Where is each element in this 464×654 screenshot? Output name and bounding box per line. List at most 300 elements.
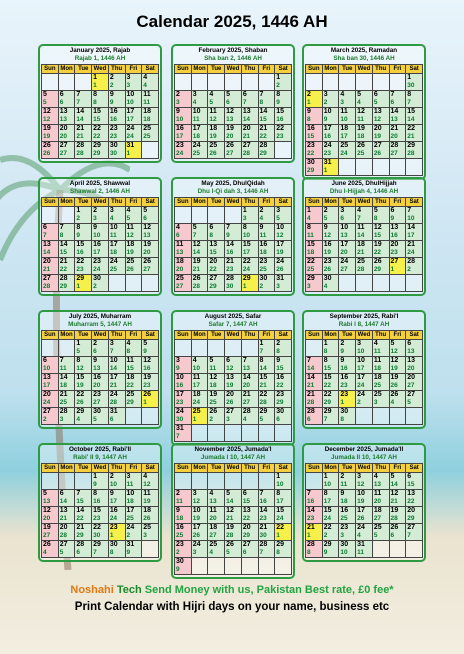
gregorian-day: 11: [176, 241, 184, 248]
day-cell: [125, 357, 142, 374]
empty-cell: [58, 74, 75, 91]
day-cell: [258, 207, 275, 224]
day-cell: [406, 374, 423, 391]
gregorian-day: 17: [192, 524, 201, 531]
hijri-day: 26: [276, 265, 284, 273]
day-cell: [92, 74, 109, 91]
hijri-day: 22: [209, 265, 217, 273]
month-table: [305, 330, 423, 425]
empty-cell: [241, 558, 258, 575]
hijri-day: 7: [357, 214, 361, 222]
gregorian-day: 2: [93, 340, 98, 347]
day-cell: [42, 275, 59, 292]
gregorian-day: 30: [323, 275, 332, 282]
gregorian-day: 7: [390, 91, 395, 98]
gregorian-day: 17: [357, 374, 365, 381]
gregorian-day: 26: [373, 258, 382, 265]
day-cell: [225, 391, 242, 408]
day-cell: [339, 108, 356, 125]
gregorian-day: 7: [307, 357, 311, 364]
gregorian-day: 2: [276, 340, 281, 347]
day-cell: [142, 125, 159, 142]
gregorian-day: 23: [259, 258, 268, 265]
gregorian-day: 19: [373, 241, 382, 248]
hijri-day: 2: [209, 415, 214, 423]
day-cell: [406, 473, 423, 490]
hijri-day: 16: [109, 115, 118, 123]
gregorian-day: 18: [373, 374, 382, 381]
hijri-day: 24: [407, 248, 415, 256]
gregorian-day: 24: [357, 391, 365, 398]
day-cell: [306, 524, 323, 541]
hijri-day: 1: [340, 398, 345, 406]
day-cell: [191, 490, 208, 507]
hijri-day: 22: [259, 132, 267, 140]
hijri-day: 11: [109, 231, 117, 239]
hijri-day: 15: [76, 497, 84, 505]
day-cell: [372, 207, 389, 224]
day-cell: [339, 507, 356, 524]
day-cell: [191, 408, 208, 425]
gregorian-day: 4: [192, 357, 197, 364]
gregorian-day: 2: [93, 207, 98, 214]
gregorian-day: 7: [59, 224, 64, 231]
day-cell: [306, 241, 323, 258]
gregorian-day: 9: [340, 490, 345, 497]
gregorian-day: 28: [407, 258, 416, 265]
gregorian-day: 1: [276, 473, 281, 480]
gregorian-day: 4: [340, 91, 345, 98]
gregorian-day: 12: [143, 357, 152, 364]
hijri-day: 4: [242, 415, 247, 423]
day-header: Sat: [406, 65, 423, 74]
day-header: Mon: [322, 198, 339, 207]
day-cell: [208, 524, 225, 541]
gregorian-day: 24: [357, 524, 365, 531]
hijri-day: 21: [59, 514, 67, 522]
hijri-day: 9: [226, 231, 230, 239]
empty-cell: [142, 541, 159, 558]
hijri-day: 20: [242, 381, 251, 389]
gregorian-day: 24: [126, 524, 135, 531]
day-cell: [92, 357, 109, 374]
month-title: June 2025, DhulHijjah: [331, 180, 397, 187]
day-cell: [241, 408, 258, 425]
hijri-day: 27: [209, 531, 217, 539]
hijri-day: 23: [76, 265, 84, 273]
empty-cell: [175, 207, 192, 224]
hijri-day: 29: [259, 149, 267, 157]
day-cell: [356, 142, 373, 159]
hijri-day: 5: [323, 214, 328, 222]
hijri-day: 28: [192, 282, 200, 290]
empty-cell: [241, 74, 258, 91]
empty-cell: [406, 159, 423, 176]
hijri-day: 13: [43, 497, 51, 505]
day-cell: [389, 524, 406, 541]
month-hijri-subtitle: Jumada I 10, 1447 AH: [200, 454, 266, 461]
month-hijri-subtitle: Sha ban 30, 1446 AH: [333, 55, 395, 62]
month-header: [40, 179, 160, 196]
day-header: Wed: [92, 198, 109, 207]
day-header: Thu: [372, 464, 389, 473]
day-header: Sat: [142, 65, 159, 74]
day-cell: [191, 241, 208, 258]
day-cell: [58, 241, 75, 258]
month-title: March 2025, Ramadan: [330, 47, 398, 54]
day-cell: [42, 541, 59, 558]
gregorian-day: 13: [226, 374, 234, 381]
hijri-day: 19: [226, 381, 234, 389]
hijri-day: 29: [93, 149, 101, 157]
day-cell: [322, 490, 339, 507]
empty-cell: [208, 74, 225, 91]
gregorian-day: 4: [176, 224, 180, 231]
gregorian-day: 16: [340, 507, 349, 514]
gregorian-day: 23: [340, 391, 349, 398]
day-cell: [92, 108, 109, 125]
empty-cell: [42, 74, 59, 91]
gregorian-day: 18: [143, 507, 152, 514]
hijri-day: 25: [143, 132, 151, 140]
gregorian-day: 9: [259, 224, 264, 231]
gregorian-day: 12: [373, 224, 382, 231]
day-cell: [92, 258, 109, 275]
hijri-day: 4: [357, 98, 361, 106]
day-cell: [225, 541, 242, 558]
gregorian-day: 22: [276, 524, 285, 531]
day-cell: [306, 159, 323, 176]
gregorian-day: 25: [209, 541, 218, 548]
hijri-day: 25: [209, 398, 217, 406]
day-cell: [58, 507, 75, 524]
hijri-day: 17: [93, 248, 101, 256]
hijri-day: 9: [76, 231, 81, 239]
day-cell: [322, 91, 339, 108]
gregorian-day: 29: [259, 408, 268, 415]
hijri-day: 22: [59, 265, 67, 273]
day-cell: [406, 340, 423, 357]
promo-text: Send Money with us, Pakistan Best rate, £0 fee*: [144, 584, 394, 596]
day-cell: [306, 391, 323, 408]
hijri-day: 28: [226, 531, 234, 539]
hijri-day: 20: [59, 132, 67, 140]
hijri-day: 22: [93, 132, 101, 140]
gregorian-day: 22: [76, 258, 85, 265]
day-cell: [208, 507, 225, 524]
day-header: Sat: [142, 331, 159, 340]
day-cell: [125, 258, 142, 275]
day-cell: [208, 258, 225, 275]
day-cell: [372, 473, 389, 490]
hijri-day: 16: [176, 381, 184, 389]
day-cell: [191, 357, 208, 374]
empty-cell: [58, 473, 75, 490]
gregorian-day: 30: [340, 541, 349, 548]
hijri-day: 5: [76, 347, 81, 355]
day-cell: [92, 224, 109, 241]
hijri-day: 21: [109, 381, 118, 389]
day-cell: [42, 125, 59, 142]
hijri-day: 24: [93, 265, 101, 273]
hijri-day: 20: [43, 514, 51, 522]
day-cell: [175, 507, 192, 524]
hijri-day: 13: [59, 115, 67, 123]
day-header: Wed: [225, 464, 242, 473]
gregorian-day: 2: [259, 207, 264, 214]
hijri-day: 29: [59, 282, 67, 290]
hijri-day: 3: [373, 398, 378, 406]
gregorian-day: 31: [276, 275, 285, 282]
hijri-day: 10: [126, 98, 134, 106]
hijri-day: 14: [259, 364, 267, 372]
day-cell: [322, 391, 339, 408]
day-cell: [142, 340, 159, 357]
gregorian-day: 17: [357, 507, 365, 514]
day-cell: [389, 507, 406, 524]
day-header: Mon: [58, 65, 75, 74]
gregorian-day: 8: [276, 490, 281, 497]
hijri-day: 9: [276, 98, 280, 106]
empty-cell: [339, 74, 356, 91]
hijri-day: 17: [109, 497, 118, 505]
gregorian-day: 1: [259, 340, 264, 347]
gregorian-day: 15: [76, 374, 85, 381]
gregorian-day: 18: [192, 391, 201, 398]
hijri-day: 1: [93, 81, 97, 89]
gregorian-day: 2: [176, 490, 180, 497]
gregorian-day: 5: [209, 357, 214, 364]
day-cell: [75, 241, 92, 258]
day-header: Fri: [258, 198, 275, 207]
day-cell: [339, 142, 356, 159]
month-hijri-subtitle: Sha ban 2, 1446 AH: [204, 55, 262, 62]
empty-cell: [208, 558, 225, 575]
gregorian-day: 10: [126, 490, 135, 497]
hijri-day: 10: [43, 364, 51, 372]
gregorian-day: 27: [242, 142, 251, 149]
day-cell: [258, 258, 275, 275]
empty-cell: [208, 473, 225, 490]
hijri-day: 2: [323, 98, 328, 106]
gregorian-day: 27: [407, 524, 416, 531]
hijri-day: 5: [373, 531, 378, 539]
hijri-day: 10: [407, 214, 415, 222]
hijri-day: 4: [259, 214, 264, 222]
day-header: Tue: [75, 198, 92, 207]
day-cell: [258, 142, 275, 159]
day-cell: [42, 108, 59, 125]
month-header: [40, 445, 160, 462]
day-cell: [75, 258, 92, 275]
gregorian-day: 12: [143, 224, 152, 231]
day-cell: [241, 490, 258, 507]
day-header: Wed: [92, 65, 109, 74]
gregorian-day: 15: [276, 108, 285, 115]
hijri-day: 5: [407, 398, 411, 406]
gregorian-day: 20: [407, 374, 416, 381]
empty-cell: [372, 541, 389, 558]
day-cell: [75, 507, 92, 524]
gregorian-day: 28: [242, 408, 251, 415]
gregorian-day: 21: [76, 524, 85, 531]
day-cell: [322, 258, 339, 275]
day-cell: [125, 91, 142, 108]
day-cell: [241, 507, 258, 524]
gregorian-day: 15: [93, 507, 101, 514]
hijri-day: 9: [323, 548, 328, 556]
day-cell: [258, 374, 275, 391]
day-cell: [191, 374, 208, 391]
day-cell: [258, 224, 275, 241]
hijri-day: 8: [276, 347, 280, 355]
day-cell: [275, 275, 292, 292]
day-cell: [241, 391, 258, 408]
day-cell: [208, 357, 225, 374]
day-cell: [208, 224, 225, 241]
hijri-day: 4: [390, 398, 395, 406]
gregorian-day: 7: [259, 91, 264, 98]
day-cell: [372, 91, 389, 108]
hijri-day: 12: [357, 480, 365, 488]
gregorian-day: 14: [242, 374, 251, 381]
hijri-day: 7: [407, 98, 411, 106]
hijri-day: 26: [76, 398, 84, 406]
hijri-day: 12: [43, 115, 51, 123]
gregorian-day: 3: [357, 473, 362, 480]
empty-cell: [372, 74, 389, 91]
day-header: Sat: [275, 331, 292, 340]
hijri-day: 23: [226, 265, 234, 273]
empty-cell: [142, 408, 159, 425]
hijri-day: 3: [93, 214, 97, 222]
hijri-day: 2: [323, 531, 328, 539]
gregorian-day: 5: [43, 490, 47, 497]
day-cell: [389, 258, 406, 275]
gregorian-day: 21: [226, 258, 234, 265]
hijri-day: 18: [126, 497, 134, 505]
hijri-day: 12: [390, 347, 398, 355]
hijri-day: 12: [126, 231, 134, 239]
gregorian-day: 15: [307, 241, 315, 248]
empty-cell: [372, 408, 389, 425]
day-cell: [339, 490, 356, 507]
hijri-day: 7: [407, 531, 411, 539]
hijri-day: 2: [93, 282, 97, 290]
hijri-day: 11: [126, 480, 134, 488]
day-cell: [258, 91, 275, 108]
gregorian-day: 30: [176, 558, 184, 565]
empty-cell: [208, 425, 225, 442]
hijri-day: 25: [307, 265, 315, 273]
gregorian-day: 3: [126, 473, 131, 480]
hijri-day: 22: [323, 381, 331, 389]
gregorian-day: 27: [390, 258, 399, 265]
day-cell: [306, 258, 323, 275]
day-header: Mon: [58, 198, 75, 207]
day-cell: [125, 125, 142, 142]
day-cell: [92, 340, 109, 357]
gregorian-day: 12: [390, 490, 399, 497]
hijri-day: 30: [109, 149, 118, 157]
gregorian-day: 27: [209, 275, 218, 282]
hijri-day: 7: [323, 415, 328, 423]
day-header: Fri: [258, 464, 275, 473]
day-cell: [372, 125, 389, 142]
month-header: [304, 445, 424, 462]
hijri-day: 18: [59, 381, 67, 389]
hijri-day: 11: [143, 98, 151, 106]
hijri-day: 17: [340, 132, 348, 140]
hijri-day: 6: [276, 415, 280, 423]
hijri-day: 27: [176, 282, 184, 290]
day-cell: [58, 374, 75, 391]
day-cell: [241, 207, 258, 224]
day-cell: [258, 541, 275, 558]
gregorian-day: 14: [76, 507, 85, 514]
day-header: Mon: [322, 464, 339, 473]
gregorian-day: 10: [192, 108, 201, 115]
day-cell: [258, 275, 275, 292]
hijri-day: 3: [59, 415, 64, 423]
day-cell: [108, 473, 125, 490]
hijri-day: 2: [76, 214, 81, 222]
month-panel: [38, 443, 162, 562]
hijri-day: 4: [307, 214, 311, 222]
day-header: Wed: [356, 464, 373, 473]
gregorian-day: 25: [176, 275, 184, 282]
day-cell: [191, 108, 208, 125]
day-cell: [241, 142, 258, 159]
hijri-day: 22: [407, 497, 415, 505]
gregorian-day: 6: [407, 340, 412, 347]
empty-cell: [225, 558, 242, 575]
hijri-day: 6: [242, 548, 247, 556]
month-header: [304, 46, 424, 63]
hijri-day: 8: [259, 98, 264, 106]
gregorian-day: 17: [192, 125, 201, 132]
hijri-day: 29: [209, 282, 217, 290]
empty-cell: [372, 159, 389, 176]
day-header: Wed: [356, 65, 373, 74]
hijri-day: 11: [357, 548, 364, 556]
hijri-day: 13: [143, 231, 151, 239]
empty-cell: [225, 74, 242, 91]
day-cell: [275, 207, 292, 224]
hijri-day: 24: [276, 514, 284, 522]
gregorian-day: 28: [390, 142, 399, 149]
gregorian-day: 15: [76, 241, 85, 248]
day-cell: [142, 473, 159, 490]
gregorian-day: 2: [340, 340, 345, 347]
day-cell: [75, 91, 92, 108]
day-cell: [339, 91, 356, 108]
day-cell: [108, 524, 125, 541]
hijri-day: 8: [59, 231, 64, 239]
day-cell: [175, 224, 192, 241]
hijri-day: 12: [323, 231, 331, 239]
month-table: [174, 64, 292, 159]
day-cell: [75, 408, 92, 425]
hijri-day: 29: [323, 398, 331, 406]
hijri-day: 25: [109, 265, 118, 273]
gregorian-day: 6: [209, 224, 214, 231]
hijri-day: 8: [109, 548, 114, 556]
day-header: Tue: [208, 198, 225, 207]
hijri-day: 21: [242, 132, 251, 140]
day-cell: [142, 241, 159, 258]
gregorian-day: 12: [192, 241, 201, 248]
